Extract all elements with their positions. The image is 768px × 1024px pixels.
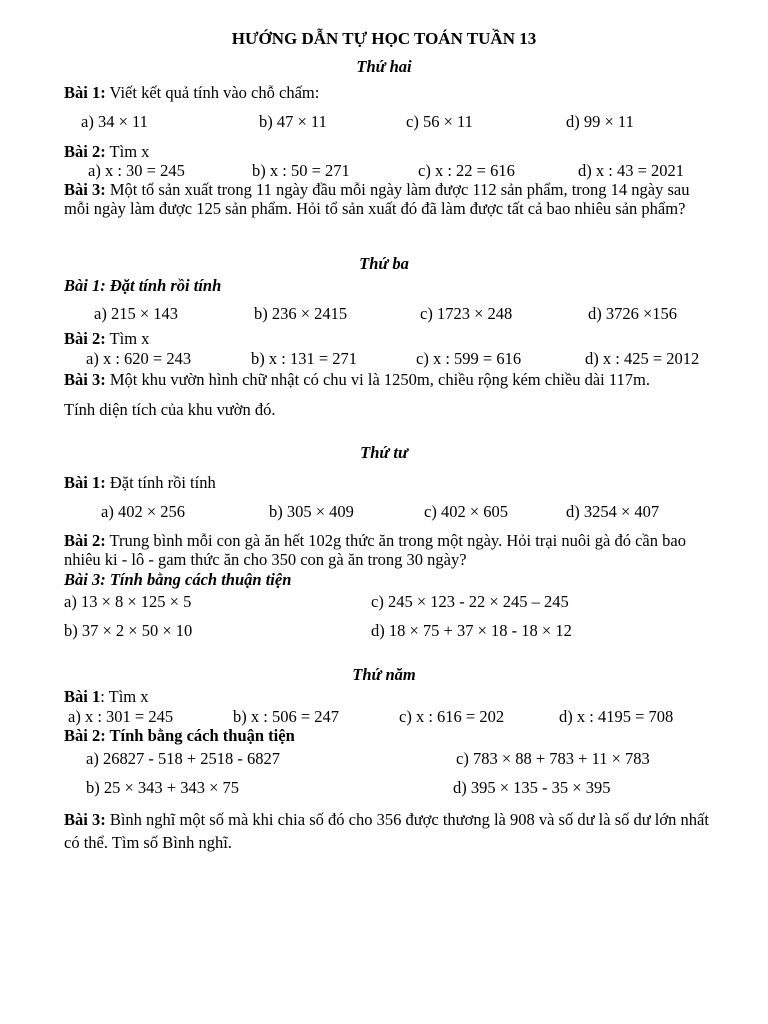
exercise-2-tuesday	[64, 329, 149, 348]
problem-item: d) x : 4195 = 708	[559, 707, 674, 726]
exercise-text: : Tìm x	[100, 687, 149, 706]
problem-item: a) 13 × 8 × 125 × 5	[64, 592, 192, 611]
problem-item: d) 395 × 135 - 35 × 395	[453, 778, 611, 797]
problem-item: c) 783 × 88 + 783 + 11 × 783	[456, 749, 650, 768]
exercise-text: Đặt tính rồi tính	[109, 276, 222, 295]
exercise-label: Bài 1:	[64, 83, 106, 102]
problem-item: c) x : 22 = 616	[418, 161, 515, 180]
problem-item: d) x : 43 = 2021	[578, 161, 685, 180]
exercise-label: Bài 3:	[64, 810, 106, 829]
exercise-text: Một khu vườn hình chữ nhật có chu vi là 1250m, chiều rộng kém chiều dài 117m.	[109, 370, 650, 389]
exercise-1-tuesday	[64, 276, 221, 295]
exercise-1-monday	[64, 83, 319, 102]
exercise-label: Bài 2:	[64, 531, 106, 550]
exercise-text: Trung bình mỗi con gà ăn hết 102g thức ăn trong một ngày. Hỏi trại nuôi gà đó cần bao nhiêu ki - lô - gam thức ăn cho 350 con gà ăn trong 30 ngày?	[64, 531, 686, 569]
exercise-1-thursday	[64, 687, 149, 706]
problem-item: d) x : 425 = 2012	[585, 349, 700, 368]
exercise-label: Bài 1	[64, 687, 101, 706]
day-heading-tuesday: Thứ ba	[359, 254, 409, 273]
problem-item: b) 37 × 2 × 50 × 10	[64, 621, 193, 640]
exercise-text-continued: Tính diện tích của khu vườn đó.	[64, 400, 276, 419]
problem-item: a) 26827 - 518 + 2518 - 6827	[86, 749, 280, 768]
exercise-3-wednesday	[64, 570, 291, 589]
exercise-text: Bình nghĩ một số mà khi chia số đó cho 356 được thương là 908 và số dư là số dư lớn nhất có thể. Tìm số Bình nghĩ.	[64, 810, 709, 852]
page-title: HƯỚNG DẪN TỰ HỌC TOÁN TUẦN 13	[231, 29, 537, 48]
exercise-text: Một tổ sản xuất trong 11 ngày đầu mỗi ngày làm được 112 sản phẩm, trong 14 ngày sau mỗi ngày làm được 125 sản phẩm. Hỏi tổ sản xuất đó đã làm được tất cả bao nhiêu sản phẩm?	[64, 180, 690, 218]
problem-item: c) x : 599 = 616	[416, 349, 522, 368]
problem-item: a) x : 30 = 245	[88, 161, 185, 180]
exercise-label: Bài 1:	[64, 473, 106, 492]
exercise-3-tuesday	[64, 370, 650, 389]
exercise-text: Viết kết quả tính vào chỗ chấm:	[109, 83, 320, 102]
problem-item: c) 1723 × 248	[420, 304, 513, 323]
problem-item: c) 245 × 123 - 22 × 245 – 245	[371, 592, 569, 611]
problem-item: d) 3726 ×156	[588, 304, 678, 323]
problem-item: b) 305 × 409	[269, 502, 354, 521]
exercise-2-thursday	[64, 726, 295, 745]
problem-item: b) x : 131 = 271	[251, 349, 358, 368]
exercise-label: Bài 1:	[64, 276, 106, 295]
problem-item: d) 18 × 75 + 37 × 18 - 18 × 12	[371, 621, 572, 640]
problem-item: b) 25 × 343 + 343 × 75	[86, 778, 240, 797]
problem-item: a) 34 × 11	[81, 112, 148, 131]
exercise-label: Bài 3:	[64, 370, 106, 389]
problem-item: c) 402 × 605	[424, 502, 508, 521]
exercise-text: Đặt tính rồi tính	[109, 473, 216, 492]
problem-item: a) 402 × 256	[101, 502, 185, 521]
exercise-label: Bài 2: Tính bằng cách thuận tiện	[64, 726, 295, 745]
problem-item: b) 236 × 2415	[254, 304, 348, 323]
exercise-label: Bài 3: Tính bằng cách thuận tiện	[64, 570, 292, 589]
day-heading-wednesday: Thứ tư	[360, 443, 408, 462]
day-heading-thursday: Thứ năm	[352, 665, 416, 684]
exercise-label: Bài 3:	[64, 180, 106, 199]
exercise-label: Bài 2:	[64, 142, 106, 161]
exercise-text: Tìm x	[109, 329, 150, 348]
exercise-1-wednesday	[64, 473, 216, 492]
exercise-2-wednesday	[64, 531, 714, 569]
exercise-2-monday	[64, 142, 149, 161]
exercise-3-thursday	[64, 808, 714, 854]
problem-item: a) x : 301 = 245	[68, 707, 174, 726]
exercise-label: Bài 2:	[64, 329, 106, 348]
problem-item: b) x : 50 = 271	[252, 161, 350, 180]
problem-item: c) 56 × 11	[406, 112, 473, 131]
day-heading-monday: Thứ hai	[356, 57, 412, 76]
problem-item: a) x : 620 = 243	[86, 349, 192, 368]
problem-item: d) 3254 × 407	[566, 502, 660, 521]
exercise-3-monday	[64, 180, 714, 218]
exercise-text: Tìm x	[109, 142, 150, 161]
problem-item: a) 215 × 143	[94, 304, 178, 323]
problem-item: d) 99 × 11	[566, 112, 634, 131]
problem-item: b) x : 506 = 247	[233, 707, 340, 726]
problem-item: b) 47 × 11	[259, 112, 327, 131]
problem-item: c) x : 616 = 202	[399, 707, 505, 726]
